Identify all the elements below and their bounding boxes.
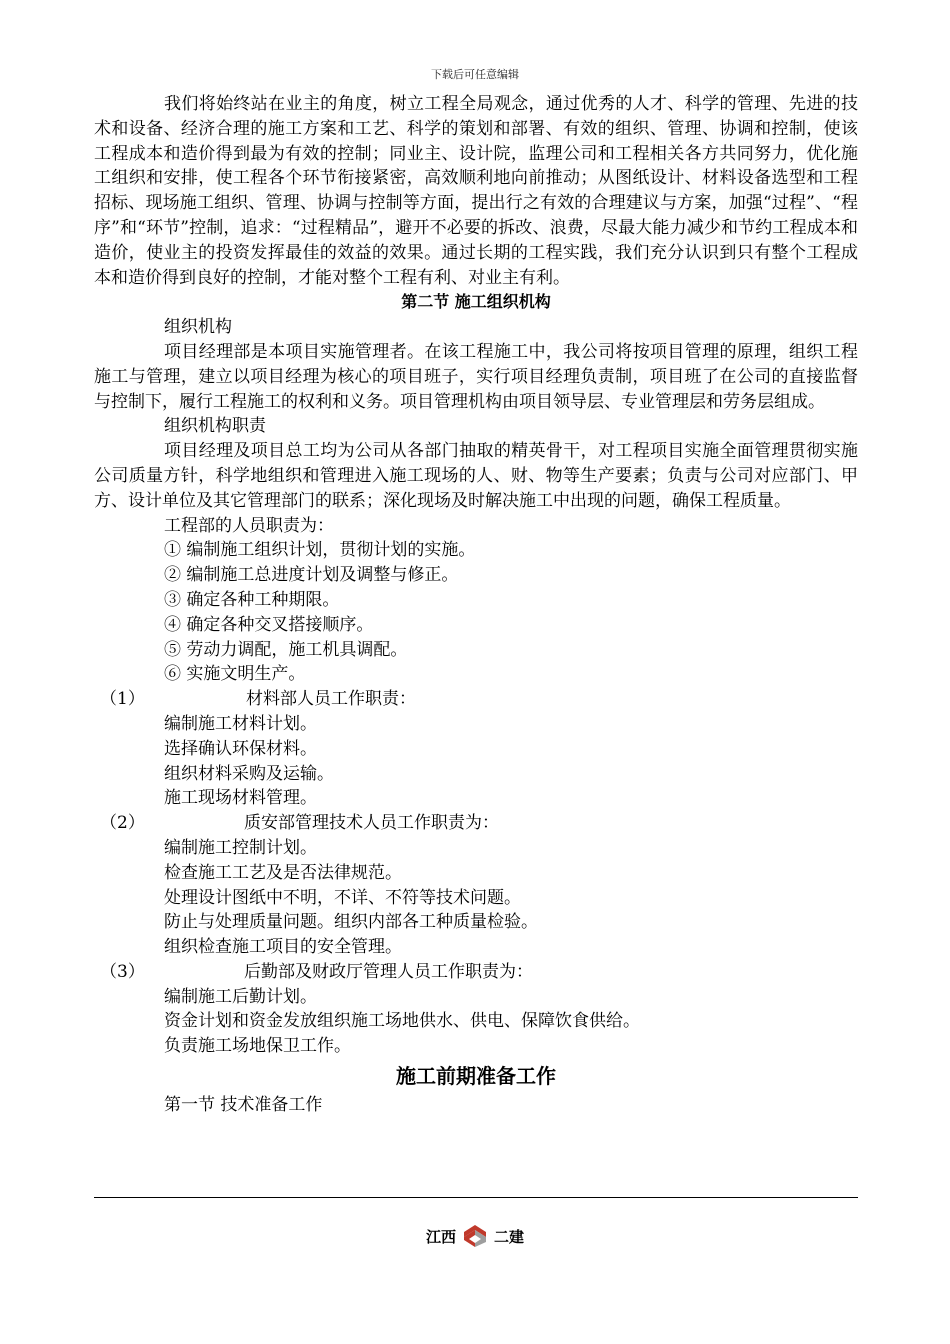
dept-item: ① 编制施工组织计划，贯彻计划的实施。 [164, 540, 476, 561]
dept-item: ⑥ 实施文明生产。 [164, 664, 306, 685]
group-heading [94, 811, 858, 836]
group-title: 后勤部及财政厅管理人员工作职责为： [244, 961, 533, 982]
group-heading [94, 960, 858, 985]
chapter-first-section: 第一节 技术准备工作 [164, 1095, 323, 1116]
org-heading: 组织机构 [164, 317, 232, 338]
footer [0, 1221, 950, 1251]
section-title: 第二节 施工组织机构 [401, 292, 551, 312]
duty-paragraph: 项目经理及项目总工均为公司从各部门抽取的精英骨干，对工程项目实施全面管理贯彻实施公司质量方针，科学地组织和管理进入施工现场的人、财、物等生产要素；负责与公司对应部门、甲方、设计单位及其它管理部门的联系；深化现场及时解决施工中出现的问题，确保工程质量。 [94, 441, 858, 511]
group-item: 组织检查施工项目的安全管理。 [164, 937, 402, 958]
group-item: 编制施工控制计划。 [164, 837, 317, 858]
group-title: 质安部管理技术人员工作职责为： [244, 813, 499, 834]
group-item: 防止与处理质量问题。组织内部各工种质量检验。 [164, 912, 538, 933]
dept-item: ③ 确定各种工种期限。 [164, 589, 340, 610]
group-item: 处理设计图纸中不明，不详、不符等技术问题。 [164, 887, 521, 908]
group-item: 检查施工工艺及是否法律规范。 [164, 862, 402, 883]
intro-paragraph: 我们将始终站在业主的角度，树立工程全局观念，通过优秀的人才、科学的管理、先进的技术和设备、经济合理的施工方案和工艺、科学的策划和部署、有效的组织、管理、协调和控制，使该工程成本和造价得到最为有效的控制；同业主、设计院，监理公司和工程相关各方共同努力，优化施工组织和安排，使工程各个环节衔接紧密，高效顺利地向前推动；从图纸设计、材料设备选型和工程招标、现场施工组织、管理、协调与控制等方面，提出行之有效的合理建议与方案，加强“过程”、“程序”和“环节”控制，追求：“过程精品”，避开不必要的拆改、浪费，尽最大能力减少和节约工程成本和造价，使业主的投资发挥最佳的效益的效果。通过长期的工程实践，我们充分认识到只有整个工程成本和造价得到良好的控制，才能对整个工程有利、对业主有利。 [94, 94, 858, 288]
dept-item: ④ 确定各种交叉搭接顺序。 [164, 614, 374, 635]
group-item: 施工现场材料管理。 [164, 788, 317, 809]
chapter-title: 施工前期准备工作 [396, 1064, 556, 1089]
company-logo-icon [462, 1223, 488, 1249]
group-number: （2） [100, 813, 145, 834]
group-item: 组织材料采购及运输。 [164, 763, 334, 784]
duty-heading: 组织机构职责 [164, 416, 266, 437]
org-paragraph: 项目经理部是本项目实施管理者。在该工程施工中，我公司将按项目管理的原理，组织工程施工与管理，建立以项目经理为核心的项目班子，实行项目经理负责制，项目班了在公司的直接监督与控制下，履行工程施工的权利和义务。项目管理机构由项目领导层、专业管理层和劳务层组成。 [94, 341, 858, 412]
dept-item: ⑤ 劳动力调配，施工机具调配。 [164, 639, 408, 660]
group-item: 选择确认环保材料。 [164, 738, 317, 759]
dept-intro: 工程部的人员职责为： [164, 515, 334, 536]
header-note: 下载后可任意编辑 [431, 68, 519, 81]
group-number: （3） [100, 961, 145, 982]
group-heading [94, 687, 858, 712]
document-body [94, 92, 858, 1118]
footer-left-text: 江西 [425, 1227, 456, 1246]
footer-divider [94, 1197, 858, 1198]
group-item: 编制施工材料计划。 [164, 713, 317, 734]
group-item: 负责施工场地保卫工作。 [164, 1036, 351, 1057]
group-title: 材料部人员工作职责： [246, 689, 416, 710]
dept-item: ② 编制施工总进度计划及调整与修正。 [164, 565, 459, 586]
group-item: 资金计划和资金发放组织施工场地供水、供电、保障饮食供给。 [164, 1011, 640, 1032]
footer-right-text: 二建 [494, 1227, 525, 1246]
group-number: （1） [100, 689, 145, 710]
group-item: 编制施工后勤计划。 [164, 986, 317, 1007]
